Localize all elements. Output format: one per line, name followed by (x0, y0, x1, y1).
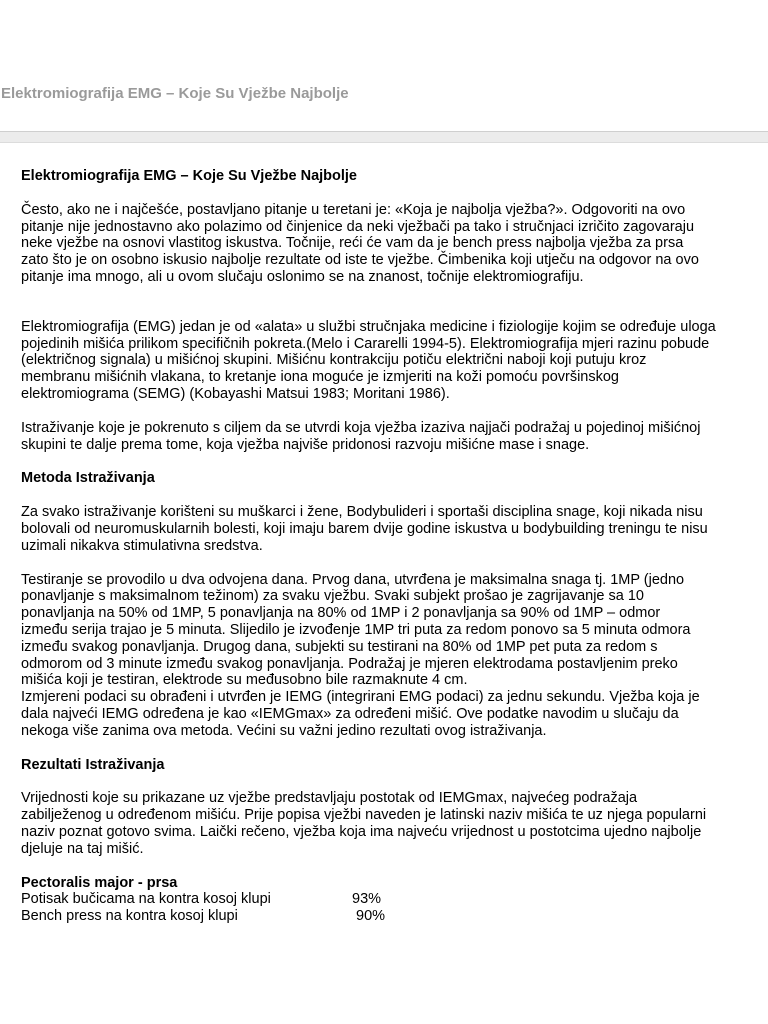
intro-paragraph: Često, ako ne i najčešće, postavljano pitanje u teretani je: «Koja je najbolja vježba?». Odgovoriti na ovo pitanje nije jednostavno ako polazimo od činjenice da neki vježbači pa tako i stručnjaci izričito zagovaraju neke vježbe na osnovi vlastitog iskustva. Točnije, reći će vam da je bench press najbolja vježba za prsa zato što je on osobno iskusio najbolje rezultate od iste te vježbe. Čimbenika koji utječu na odgovor na ovo pitanje ima mnogo, ali u ovom slučaju oslonimo se na znanost, točnije elektromiografiju. (21, 201, 699, 285)
header-divider (0, 131, 768, 143)
emg-paragraph: Elektromiografija (EMG) jedan je od «alata» u službi stručnjaka medicine i fiziologije kojim se određuje uloga pojedinih mišića prilikom specifičnih pokreta.(Melo i Cararelli 1994-5). Elektromiografija mjeri razinu pobude (električnog signala) u mišićnoj skupini. Mišićnu kontrakciju potiču električni naboji koji putuju kroz membranu mišićnih vlakana, to kretanje iona moguće je izmjeriti na koži pomoću površinskog elektromiograma (SEMG) (Kobayashi Matsui 1983; Moritani 1986). (21, 318, 716, 402)
method-paragraph-2: Testiranje se provodilo u dva odvojena dana. Prvog dana, utvrđena je maksimalna snaga tj. 1MP (jedno ponavljanje s maksimalnom težinom) za svaku vježbu. Svaki subjekt prošao je zagrijavanje sa 10 ponavljanja na 50% od 1MP, 5 ponavljanja na 80% od 1MP i 2 ponavljanja sa 90% od 1MP – odmor između serija trajao je 5 minuta. Slijedilo je izvođenje 1MP tri puta za redom ponovo sa 5 minuta odmora između svakog ponavljanja. Drugog dana, subjekti su testirani na 80% od 1MP pet puta za redom s odmorom od 3 minute između svakog ponavljanja. Podražaj je mjeren elektrodama postavljenim preko mišića koji je testiran, elektrode su međusobno bile razmaknute 4 cm. Izmjereni podaci su obrađeni i utvrđen je IEMG (integrirani EMG podaci) za jednu sekundu. Vježba koja je dala najveći IEMG određena je kao «IEMGmax» za određeni mišić. Ove podatke navodim u slučaju da nekoga više zanima ova metoda. Većini su važni jedino rezultati ovog istraživanja. (21, 571, 700, 739)
research-goal-paragraph: Istraživanje koje je pokrenuto s ciljem da se utvrdi koja vježba izaziva najjači podražaj u pojedinoj mišićnoj skupini te dalje prema tome, koja vježba najviše pridonosi razvoju mišićne mase i snage. (21, 419, 701, 453)
results-heading: Rezultati Istraživanja (21, 756, 165, 773)
results-paragraph: Vrijednosti koje su prikazane uz vježbe predstavljaju postotak od IEMGmax, najvećeg podražaja zabilježenog u određenom mišiću. Prije popisa vježbi naveden je latinski naziv mišića te uz njega popularni naziv poznat gotovo svima. Laički rečeno, vježba koja ima najveću vrijednost u postotcima ujedno najbolje djeluje na taj mišić. (21, 790, 707, 857)
exercise-name: Potisak bučicama na kontra kosoj klupi (21, 891, 271, 908)
exercise-name: Bench press na kontra kosoj klupi (21, 908, 238, 925)
method-paragraph-1: Za svako istraživanje korišteni su muškarci i žene, Bodybulideri i sportaši disciplina snage, koji nikada nisu bolovali od neuromuskularnih bolesti, koji imaju barem dvije godine iskustva u bodybuilding treningu te nisu uzimali nikakva stimulativna sredstva. (21, 504, 708, 554)
exercise-percent: 90% (356, 908, 386, 925)
muscle-group-heading: Pectoralis major - prsa (21, 874, 178, 891)
article-title: Elektromiografija EMG – Koje Su Vježbe Najbolje (21, 168, 357, 184)
article-body (21, 168, 766, 925)
page-title: Elektromiografija EMG – Koje Su Vježbe Najbolje (1, 85, 349, 102)
exercise-row (21, 908, 766, 925)
exercise-percent: 93% (352, 891, 382, 908)
page-header (0, 0, 768, 131)
method-heading: Metoda Istraživanja (21, 470, 155, 487)
exercise-row (21, 891, 766, 908)
